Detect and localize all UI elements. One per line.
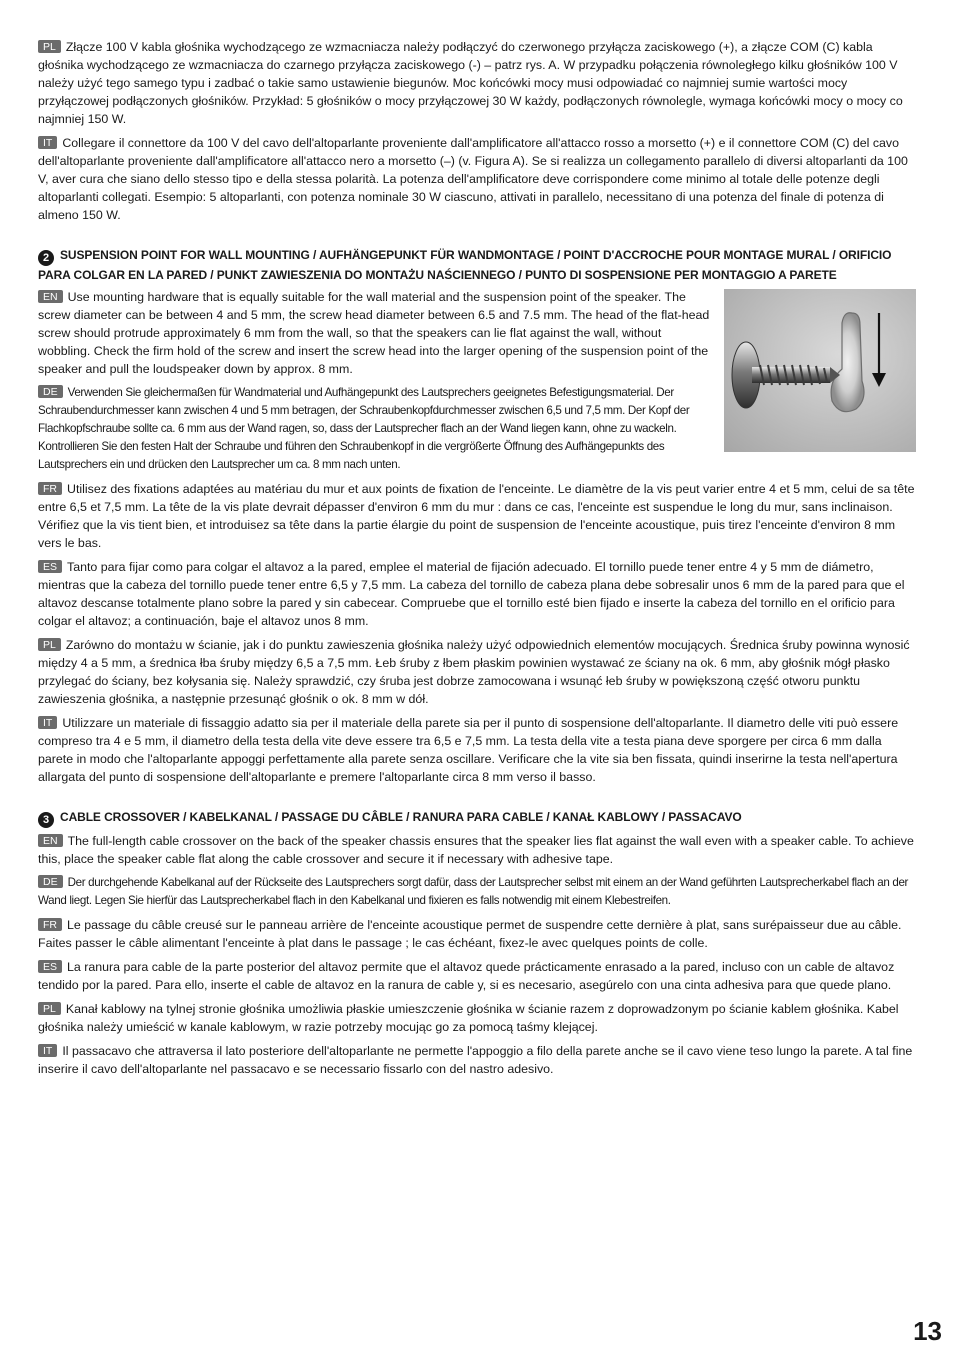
screw-keyhole-illustration [724, 289, 916, 452]
language-badge: IT [38, 716, 57, 729]
language-badge: PL [38, 40, 61, 53]
language-badge: PL [38, 638, 61, 651]
paragraph-pl [38, 1000, 916, 1036]
paragraph-fr [38, 916, 916, 952]
paragraph-it [38, 714, 916, 786]
paragraph-fr [38, 480, 916, 552]
paragraph-text: Utilizzare un materiale di fissaggio adatto sia per il materiale della parete sia per il punto di sospensione dell'altoparlante. Il diametro delle viti può essere compreso tra 4 e 5 mm, il diametro della testa della vite deve essere tra 6,5 e 7,5 mm. La testa della vite a testa piana deve sporgere per circa 6 mm dalla parete in modo che l'altoparlante appoggi perfettamente alla parete senza oscillare. Verificare che la vite sia ben fissata, quindi inserirne la testa nell'apertura allargata del punto di sospensione dell'altoparlante e premere l'altoparlante circa 8 mm verso il basso. [38, 716, 899, 784]
section-heading-text: CABLE CROSSOVER / KABELKANAL / PASSAGE DU CÂBLE / RANURA PARA CABLE / KANAŁ KABLOWY / PASSACAVO [60, 810, 742, 824]
language-badge: ES [38, 560, 62, 573]
paragraph-pl [38, 636, 916, 708]
language-badge: DE [38, 385, 63, 398]
manual-page [38, 38, 916, 1084]
section-number-badge: 2 [38, 250, 54, 266]
language-badge: EN [38, 290, 63, 303]
screw-mounting-photo [724, 289, 916, 452]
paragraph-text: Il passacavo che attraversa il lato posteriore dell'altoparlante ne permette l'appoggio a filo della parete anche se il cavo viene teso lungo la parete. A tal fine inserire il cavo dell'altoparlante nel passacavo e se necessario fissarlo con del nastro adesivo. [38, 1044, 913, 1076]
section-heading [38, 246, 916, 284]
paragraph-de [38, 874, 916, 910]
paragraph-text: Verwenden Sie gleichermaßen für Wandmaterial und Aufhängepunkt des Lautsprechers geeignetes Befestigungsmaterial. Der Schraubendurchmesser kann zwischen 4 und 5 mm betragen, der Schraubenkopfdurchmesser zwischen 6,5 und 7,5 mm. Der Kopf der Flachkopfschraube sollte ca. 6 mm aus der Wand ragen, so, dass der Lautsprecher flach an der Wand liegen kann, ohne zu wackeln. Kontrollieren Sie den festen Halt der Schraube und führen den Schraubenkopf in die vergrößerte Öffnung des Aufhängepunkts des Lautsprechers ein und drücken den Lautsprecher um ca. 8 mm nach unten. [38, 386, 690, 471]
language-badge: ES [38, 960, 62, 973]
language-badge: EN [38, 834, 63, 847]
paragraph-text: Utilisez des fixations adaptées au matériau du mur et aux points de fixation de l'enceinte. Le diamètre de la vis peut varier entre 4 et 5 mm, celui de sa tête entre 6,5 et 7,5 mm. La tête de la vis plate devrait dépasser d'environ 6 mm du mur : dans ce cas, l'enceinte est suspendue le long du mur, sans inclinaison. Vérifiez que la vis tient bien, et introduisez sa tête dans la partie élargie du point de suspension de l'enceinte acoustique, puis tirez l'enceinte d'environ 8 mm vers le bas. [38, 482, 915, 550]
paragraph-pl-top [38, 38, 916, 128]
section-cable-crossover [38, 808, 916, 1078]
language-badge: IT [38, 136, 57, 149]
paragraph-es [38, 558, 916, 630]
section-heading-text: SUSPENSION POINT FOR WALL MOUNTING / AUFHÄNGEPUNKT FÜR WANDMONTAGE / POINT D'ACCROCHE POUR MONTAGE MURAL / ORIFICIO PARA COLGAR EN LA PARED / PUNKT ZAWIESZENIA DO MONTAŻU NAŚCIENNEGO / PUNTO DI SOSPENSIONE PER MONTAGGIO A PARETE [38, 248, 892, 282]
paragraph-text: Der durchgehende Kabelkanal auf der Rückseite des Lautsprechers sorgt dafür, dass der Lautsprecher selbst mit einem an der Wand geführten Lautsprecherkabel flach an der Wand liegt. Legen Sie hierfür das Lautsprecherkabel flach in den Kabelkanal und fixieren es falls notwendig mit einem Klebestreifen. [38, 876, 909, 907]
paragraph-text: Collegare il connettore da 100 V del cavo dell'altoparlante proveniente dall'amplificatore all'attacco rosso a morsetto (+) e il connettore COM (C) del cavo dell'altoparlante proveniente dall'amplificatore all'attacco nero a morsetto (–) (v. Figura A). Se si realizza un collegamento parallelo di diversi altoparlanti da 100 V, aver cura che siano dello stesso tipo e della stessa polarità. La potenza dell'amplificatore deve corrispondere come minimo al totale delle potenze degli altoparlanti collegati. Esempio: 5 altoparlanti, con potenza nominale 30 W ciascuno, attivati in parallelo, necessitano di una potenza del finale di potenza di almeno 150 W. [38, 136, 908, 222]
paragraph-en [38, 832, 916, 868]
language-badge: FR [38, 482, 62, 495]
paragraph-text: La ranura para cable de la parte posterior del altavoz permite que el altavoz quede prácticamente enrasado a la pared, incluso con un cable de altavoz tendido por la pared. Para ello, inserte el cable de altavoz en la ranura de cable y, si es necesario, asegúrelo con una cinta adhesiva para que quede plano. [38, 960, 895, 992]
paragraph-it-top [38, 134, 916, 224]
language-badge: IT [38, 1044, 57, 1057]
page-number: 13 [913, 1316, 942, 1346]
paragraph-text: Zarówno do montażu w ścianie, jak i do punktu zawieszenia głośnika należy użyć odpowiednich elementów mocujących. Średnica śruby powinna wynosić między 4 a 5 mm, a średnica łba śruby między 6,5 a 7,5 mm. Łeb śruby z łbem płaskim powinien wystawać ze ściany na ok. 6 mm, aby głośnik mógł płasko przylegać do ściany, bez kołysania się. Należy sprawdzić, czy śruba jest dobrze zamocowana i wsunąć łeb śruby w powiększoną część otworu punktu zawieszenia głośnika, a następnie przesunąć głośnik o ok. 8 mm w dół. [38, 638, 910, 706]
language-badge: FR [38, 918, 62, 931]
paragraph-text: Złącze 100 V kabla głośnika wychodzącego ze wzmacniacza należy podłączyć do czerwonego przyłącza zaciskowego (+), a złącze COM (C) kabla głośnika wychodzącego ze wzmacniacza do czarnego przyłącza zaciskowego (-) – patrz rys. A. W przypadku połączenia równoległego kilku głośników 100 V należy użyć tego samego typu i zadbać o takie samo ustawienie biegunów. Moc końcówki mocy musi odpowiadać co najmniej sumie wartości mocy przyłączowej podłączonych głośników. Przykład: 5 głośników o mocy przyłączowej 30 W każdy, podłączonych równolegle, wymaga końcówki mocy o mocy co najmniej 150 W. [38, 40, 903, 126]
paragraph-text: Use mounting hardware that is equally suitable for the wall material and the suspension point of the speaker. The screw diameter can be between 4 and 5 mm, the screw head diameter between 6.5 and 7.5 mm. The head of the flat-head screw should protrude approximately 6 mm from the wall, so that the speakers can lie flat against the wall, without wobbling. Check the firm hold of the screw and insert the screw head into the larger opening of the suspension point of the speaker and pull the loudspeaker down by approx. 8 mm. [38, 290, 710, 376]
paragraph-it [38, 1042, 916, 1078]
paragraph-es [38, 958, 916, 994]
section-suspension-point [38, 246, 916, 786]
section-heading [38, 808, 916, 828]
language-badge: DE [38, 875, 63, 888]
paragraph-text: The full-length cable crossover on the back of the speaker chassis ensures that the speaker lies flat against the wall even with a speaker cable. To achieve this, place the speaker cable flat along the cable crossover and secure it if necessary with adhesive tape. [38, 834, 914, 866]
language-badge: PL [38, 1002, 61, 1015]
paragraph-text: Le passage du câble creusé sur le panneau arrière de l'enceinte acoustique permet de suspendre cette dernière à plat, sans surépaisseur due au câble. Faites passer le câble alimentant l'enceinte à plat dans le passage ; le cas échéant, fixez-le avec quelques points de colle. [38, 918, 902, 950]
paragraph-text: Tanto para fijar como para colgar el altavoz a la pared, emplee el material de fijación adecuado. El tornillo puede tener entre 4 y 5 mm de diámetro, mientras que la cabeza del tornillo puede tener entre 6,5 y 7,5 mm. La cabeza del tornillo de cabeza plana debe sobresalir unos 6 mm de la pared para que el altavoz descanse totalmente plano sobre la pared y sin cabecear. Compruebe que el tornillo esté bien fijado e inserte la cabeza del tornillo en el orificio para colgar el altavoz; a continuación, baje el altavoz unos 8 mm. [38, 560, 905, 628]
paragraph-text: Kanał kablowy na tylnej stronie głośnika umożliwia płaskie umieszczenie głośnika w ścianie razem z doprowadzonym po ścianie kablem głośnika. Kabel głośnika należy umieścić w kanale kablowym, w razie potrzeby mocując go za pomocą taśmy klejącej. [38, 1002, 899, 1034]
section-number-badge: 3 [38, 812, 54, 828]
